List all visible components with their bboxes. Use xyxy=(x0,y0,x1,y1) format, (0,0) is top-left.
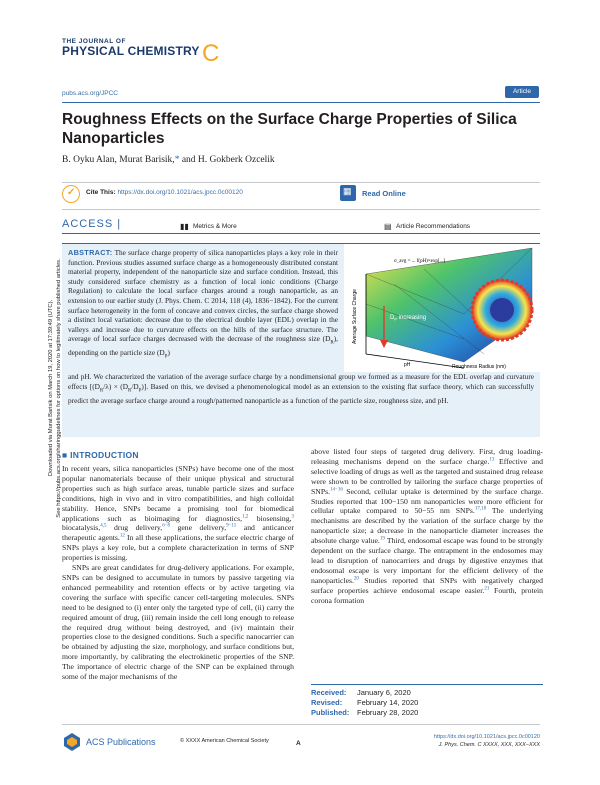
ref-link[interactable]: 6−8 xyxy=(162,523,171,529)
dates-divider xyxy=(311,684,543,685)
download-notice-line2: See https://pubs.acs.org/sharingguidelines for options on how to legitimately share published articles. xyxy=(56,258,62,518)
access-label-text: ACCESS xyxy=(62,218,114,230)
journal-logo-prefix: THE JOURNAL OF xyxy=(62,38,126,45)
corresponding-author-link[interactable]: * xyxy=(174,155,180,165)
body-column-left xyxy=(62,464,294,682)
ref-link[interactable]: 21 xyxy=(484,586,490,592)
subscript-r-3: R xyxy=(127,388,132,394)
article-type-badge: Article xyxy=(505,86,539,98)
abstract-continued xyxy=(68,372,534,405)
cite-doi-link[interactable]: https://dx.doi.org/10.1021/acs.jpcc.0c00120 xyxy=(117,189,243,196)
intro-paragraph-2: SNPs are great candidates for drug-delivery applications. For example, SNPs can be designed to accumulate in tumors by passive targeting via enhanced permeability and retention effects or by active targeting via covering the surface with specific cancer cell-targeting molecules. SNPs need to be designed to (i) enter only the targeted type of cell, (ii) carry the required amount of drug, (iii) remain inside the cell long enough to release the required drug without being destroyed, and (iv) maintain their properties close to the designed conditions. Such a specific nanocarrier can be obtained by adjusting the size, morphology, and surface conditions but, more importantly, by calibrating the electrokinetic properties of the SNP. The importance of electric charge of the SNP can be explained through some of the major mechanisms of the xyxy=(62,563,294,682)
intro-text: In recent years, silica nanoparticles (SNPs) have become one of the most popular nanomaterials because of their unique physical and structural properties such as high surface areas, tunable particle sizes and surface conditions, high in vivo and in vitro compatibilities, and high colloidal stability. Hence, SNPs became a promising tool for biomedical applications such as bioimaging for diagnostics, xyxy=(62,464,294,523)
subscript-r-2: R xyxy=(99,388,104,394)
intro-text: Studies reported that SNPs with negatively charged surface properties achieve endosomal escape easier. xyxy=(311,575,543,595)
abstract-heading: ABSTRACT: xyxy=(68,248,113,257)
journal-logo-name: PHYSICAL CHEMISTRY xyxy=(62,44,200,58)
abstract-body-c: ) xyxy=(167,348,170,358)
abstract-body-2c: /D xyxy=(131,381,139,391)
footer-journal-citation: J. Phys. Chem. C XXXX, XXX, XXX−XXX xyxy=(438,742,540,748)
intro-text: gene delivery, xyxy=(170,523,227,533)
publisher-name[interactable]: ACS Publications xyxy=(86,737,156,747)
ref-link[interactable]: 19 xyxy=(379,536,385,542)
revised-value: February 14, 2020 xyxy=(357,698,419,707)
article-title: Roughness Effects on the Surface Charge Properties of Silica Nanoparticles xyxy=(62,111,517,147)
download-notice xyxy=(47,178,63,598)
download-notice-line1: Downloaded via Murat Barisik on March 19, 2020 at 17:39:49 (UTC). xyxy=(48,299,54,477)
bar-chart-icon[interactable]: ▮▮ xyxy=(180,222,189,231)
journal-url-link[interactable]: pubs.acs.org/JPCC xyxy=(62,90,118,97)
ref-link[interactable]: 4,5 xyxy=(100,523,107,529)
intro-paragraph-1 xyxy=(62,464,294,563)
revised-date xyxy=(311,698,418,708)
revised-label: Revised: xyxy=(311,698,343,707)
acs-logo-icon[interactable] xyxy=(62,732,82,752)
ref-link[interactable]: 14−16 xyxy=(330,487,343,493)
ref-link[interactable]: 20 xyxy=(353,576,359,582)
intro-text: and anticancer therapeutic agents. xyxy=(62,523,294,543)
toc-x-label-roughness: Roughness Radius (nm) xyxy=(452,364,506,370)
toc-equation: σ_avg = ... f(pH)×exp[...] xyxy=(394,259,445,264)
cite-this xyxy=(86,189,243,196)
access-label xyxy=(62,218,121,230)
subscript-r: R xyxy=(330,340,334,346)
intro-text: Second, cellular uptake is determined by the surface charge. Studies reported that 100−150 nm nanoparticles were more efficient for cellular uptake compared to 50−55 nm SNPs. xyxy=(311,486,543,516)
abstract-text xyxy=(68,248,338,362)
journal-logo[interactable] xyxy=(62,38,222,72)
toc-x-label-ph: pH xyxy=(404,362,411,368)
copyright-notice: © XXXX American Chemical Society xyxy=(180,738,269,744)
introduction-heading: ■ INTRODUCTION xyxy=(62,450,139,460)
read-online-link[interactable]: Read Online xyxy=(362,189,406,198)
intro-paragraph-3 xyxy=(311,447,543,606)
intro-text: Fourth, protein corona formation xyxy=(311,585,543,605)
footer-divider xyxy=(62,724,540,725)
subscript-p-2: P xyxy=(138,388,142,394)
toc-increasing-label: $D_P$ increasing xyxy=(390,315,427,322)
published-value: February 28, 2020 xyxy=(357,708,419,717)
toc-nanoparticle-core xyxy=(490,298,514,322)
intro-text: biocatalysis, xyxy=(62,523,101,533)
footer-citation xyxy=(420,733,540,749)
abstract-body-2b: /λ) × (D xyxy=(103,381,128,391)
author-names: B. Oyku Alan, Murat Barisik, xyxy=(62,155,175,165)
ref-link[interactable]: 13 xyxy=(489,457,495,463)
toc-graphic[interactable] xyxy=(344,244,540,372)
intro-text: Third, endosomal escape was found to be strongly dependent on the surface charge. The entrapment in the endosomes may lead to disruption of nanocarriers and drugs by digestive enzymes that endosomal escape is very important for the efficient delivery of the nanoparticles. xyxy=(311,536,543,585)
access-divider xyxy=(62,233,540,234)
received-value: January 6, 2020 xyxy=(357,688,411,697)
published-date xyxy=(311,708,418,718)
abstract-body: The surface charge property of silica nanoparticles plays a key role in their function. Previous studies assumed surface charge as a homogeneously distributed constant material property, independent of the nanoparticle size and surface condition. Instead, this study considered surface chemistry as a function of local ionic conditions (Charge Regulation) to calculate the local surface charges around a rough nanoparticle, as an extension to our earlier study (J. Phys. Chem. C 2014, 118 (4), 1836−1842). For the current surface heterogeneity in the form of concave and convex circles, the surface charge showed a distinct local variation: decrease due to the electrical double layer (EDL) overlap in the valleys and increase due to curvature effects on the hills of the surface structure. The average of local surface charges decreased with the decrease of the roughness size (D xyxy=(68,248,338,344)
ref-link[interactable]: 1,2 xyxy=(242,513,249,519)
subscript-p: P xyxy=(164,354,168,360)
abstract-box xyxy=(62,243,540,437)
ref-link[interactable]: 3 xyxy=(291,513,295,519)
journal-logo-letter: C xyxy=(202,40,220,67)
cite-label: Cite This: xyxy=(86,189,116,196)
intro-text: drug delivery, xyxy=(106,523,163,533)
read-online-icon[interactable] xyxy=(340,185,356,201)
ref-link[interactable]: 9−11 xyxy=(226,523,237,529)
abstract-body-b: ), depending on the particle size (D xyxy=(68,334,338,358)
header-divider xyxy=(62,102,540,103)
abstract-body-2: and pH. We characterized the variation of the average surface charge by a nondimensional group we formed as a measure for the EDL overlap and curvature effects [(D xyxy=(68,372,534,391)
intro-text: biosensing, xyxy=(248,513,292,523)
intro-text: Effective and selective loading of drugs as well as the targeted and sustained drug release were shown to be controlled by tailoring the surface charge properties of SNPs. xyxy=(311,456,543,496)
ref-link[interactable]: 17,18 xyxy=(474,506,487,512)
access-divider-icon: | xyxy=(113,218,122,230)
check-circle-icon[interactable] xyxy=(62,185,80,203)
author-list xyxy=(62,155,540,165)
article-dates xyxy=(311,688,418,718)
cite-bar xyxy=(62,182,540,210)
received-date xyxy=(311,688,418,698)
published-label: Published: xyxy=(311,708,350,717)
intro-text: above listed four steps of targeted drug delivery. First, drug loading-releasing mechanisms depend on the surface charge. xyxy=(311,447,543,466)
intro-text: In all these applications, the surface electric charge of SNPs plays a key role, but a complete characterization in terms of SNP properties is missing. xyxy=(62,533,294,563)
metrics-link[interactable]: Metrics & More xyxy=(193,223,237,230)
received-label: Received: xyxy=(311,688,347,697)
body-column-right xyxy=(311,447,543,606)
footer-doi-link[interactable]: https://dx.doi.org/10.1021/acs.jpcc.0c00120 xyxy=(433,734,540,740)
author-names-last: and H. Gokberk Ozcelik xyxy=(179,155,275,165)
abstract-body-2d: )]. Based on this, we devised a phenomenological model as an extension to the existing flat surface theory, which can successfully predict the average surface charge around a rough/patterned nanoparticle as a function of the particle size, roughness size, and pH. xyxy=(68,381,534,405)
ref-link[interactable]: 12 xyxy=(119,533,125,539)
document-icon[interactable]: ▤ xyxy=(384,222,392,231)
intro-text: The underlying mechanisms are described by the variation of the surface charge by the nanoparticle size; a decrease in the nanoparticle diameter increases the absolute charge value. xyxy=(311,506,543,546)
toc-y-label: Average Surface Charge xyxy=(352,289,358,344)
recommendations-link[interactable]: Article Recommendations xyxy=(396,223,471,230)
page-number: A xyxy=(296,740,301,747)
